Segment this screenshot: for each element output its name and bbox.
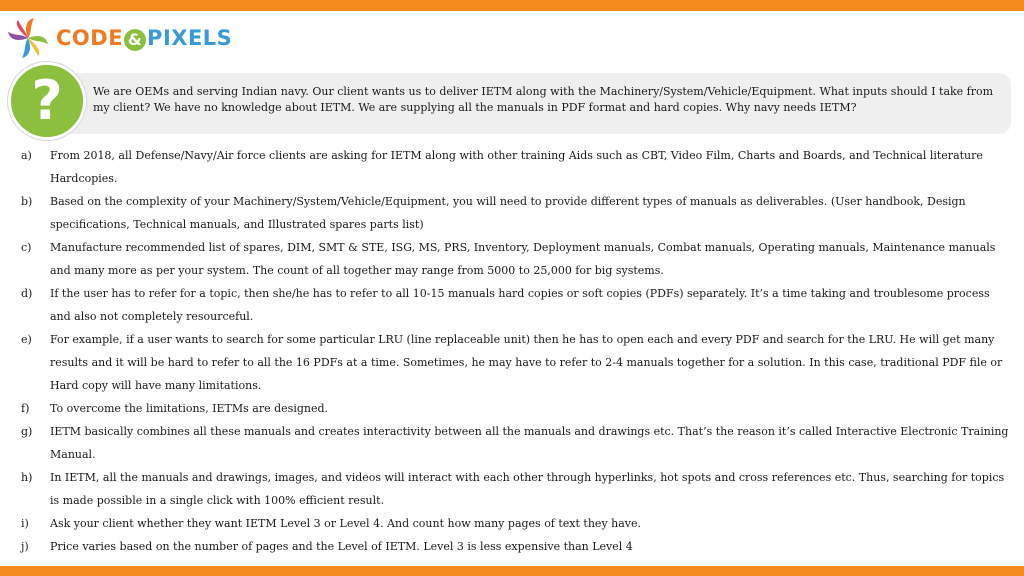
list-item-marker: b) [21, 195, 33, 208]
code-and-pixels-logo [6, 15, 232, 61]
list-item [0, 466, 1024, 512]
logo-ampersand: & [124, 29, 146, 51]
list-item [0, 328, 1024, 397]
list-item-text: Manufacture recommended list of spares, DIM, SMT & STE, ISG, MS, PRS, Inventory, Deployment manuals, Combat manuals, Operating manuals, Maintenance manuals and many more as per your system. The count of all together may range from 5000 to 25,000 for big systems. [50, 241, 996, 277]
list-item-marker: c) [21, 241, 32, 254]
list-item [0, 535, 1024, 558]
list-item-text: In IETM, all the manuals and drawings, images, and videos will interact with each other through hyperlinks, hot spots and cross references etc. Thus, searching for topics is made possible in a single click with 100% efficient result. [50, 471, 1005, 507]
list-item-marker: h) [21, 471, 33, 484]
list-item-text: Ask your client whether they want IETM Level 3 or Level 4. And count how many pages of text they have. [50, 517, 642, 530]
logo-pixels-text: PIXELS [147, 25, 233, 50]
list-item-text: For example, if a user wants to search for some particular LRU (line replaceable unit) then he has to open each and every PDF and search for the LRU. He will get many results and it will be hard to refer to all the 16 PDFs at a time. Sometimes, he may have to refer to 2-4 manuals together for a solution. In this case, traditional PDF file or Hard copy will have many limitations. [50, 333, 1003, 392]
list-item-marker: d) [21, 287, 33, 300]
list-item [0, 397, 1024, 420]
pinwheel-logo-icon [6, 16, 50, 60]
list-item-text: IETM basically combines all these manuals and creates interactivity between all the manuals and drawings etc. That’s the reason it’s called Interactive Electronic Training Manual. [50, 425, 1009, 461]
list-item-text: Based on the complexity of your Machinery/System/Vehicle/Equipment, you will need to provide different types of manuals as deliverables. (User handbook, Design specifications, Technical manuals, and Illustrated spares parts list) [50, 195, 966, 231]
question-text: We are OEMs and serving Indian navy. Our client wants us to deliver IETM along with the Machinery/System/Vehicle/Equipment. What inputs should I take from my client? We have no knowledge about IETM. We are supplying all the manuals in PDF format and hard copies. Why navy needs IETM? [93, 85, 994, 114]
logo-wordmark [56, 26, 232, 51]
list-item [0, 144, 1024, 190]
list-item-marker: g) [21, 425, 33, 438]
list-item-marker: f) [21, 402, 30, 415]
logo-code-text: CODE [56, 25, 124, 50]
list-item [0, 512, 1024, 535]
list-item-marker: e) [21, 333, 32, 346]
top-accent-bar [0, 0, 1024, 11]
list-item-text: From 2018, all Defense/Navy/Air force clients are asking for IETM along with other training Aids such as CBT, Video Film, Charts and Boards, and Technical literature Hardcopies. [50, 149, 983, 185]
question-badge [8, 62, 86, 140]
list-item-text: Price varies based on the number of pages and the Level of IETM. Level 3 is less expensive than Level 4 [50, 540, 633, 553]
list-item [0, 190, 1024, 236]
answer-list [0, 144, 1024, 558]
list-item [0, 420, 1024, 466]
list-item-marker: i) [21, 517, 29, 530]
bottom-accent-bar [0, 566, 1024, 576]
list-item-text: If the user has to refer for a topic, then she/he has to refer to all 10-15 manuals hard copies or soft copies (PDFs) separately. It’s a time taking and troublesome process and also not completely resourceful. [50, 287, 990, 323]
list-item [0, 236, 1024, 282]
list-item [0, 282, 1024, 328]
list-item-marker: a) [21, 149, 32, 162]
list-item-text: To overcome the limitations, IETMs are designed. [50, 402, 329, 415]
list-item-marker: j) [21, 540, 29, 553]
question-mark-icon: ? [31, 69, 63, 132]
